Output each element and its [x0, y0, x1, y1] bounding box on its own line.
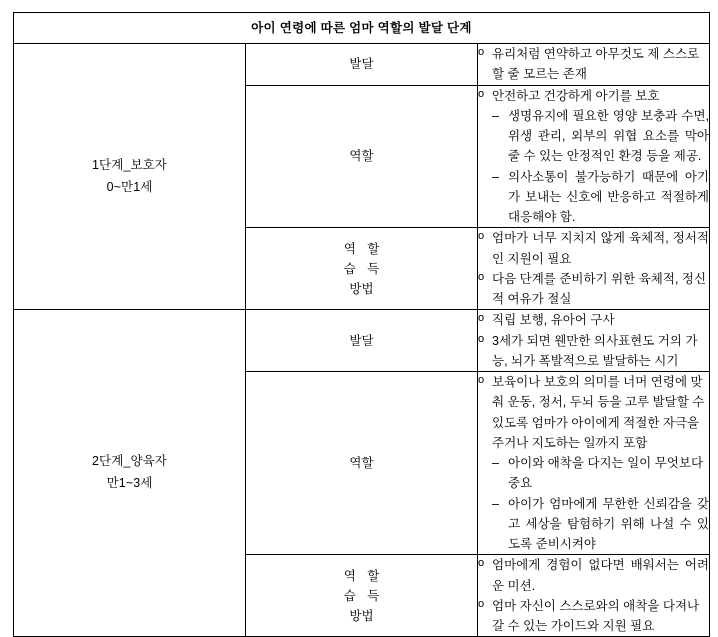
- content-cell: [478, 228, 710, 310]
- category-label-line: 발달: [349, 57, 374, 72]
- bullet-list: [478, 555, 709, 636]
- list-item: o 엄마 자신이 스스로와의 애착을 다져나갈 수 있는 가이드와 지원 필요: [478, 596, 709, 637]
- category-label-line: 역할: [349, 456, 374, 471]
- stage-label-line-2: 0~만1세: [106, 179, 153, 194]
- category-label-line: 역 할: [343, 241, 384, 256]
- table-row: [14, 310, 710, 372]
- list-item: o 안전하고 건강하게 아기를 보호: [478, 86, 709, 106]
- development-stages-table: [13, 12, 710, 637]
- dash-list-item: – 생명유지에 필요한 영양 보충과 수면, 위생 관리, 외부의 위협 요소를 막아줄 수 있는 안정적인 환경 등을 제공.: [492, 106, 709, 167]
- list-item: o 엄마에게 경험이 없다면 배워서는 어려운 미션.: [478, 555, 709, 596]
- bullet-list: [478, 86, 709, 106]
- dash-list-item: – 의사소통이 불가능하기 때문에 아기가 보내는 신호에 반응하고 적절하게 대응해야 함.: [492, 167, 709, 228]
- category-label-cell: [246, 555, 478, 637]
- bullet-list: [478, 310, 709, 371]
- list-item: o 유리처럼 연약하고 아무것도 제 스스로 할 줄 모르는 존재: [478, 44, 709, 85]
- list-item: o 다음 단계를 준비하기 위한 육체적, 정신적 여유가 절실: [478, 269, 709, 310]
- bullet-list: [478, 228, 709, 309]
- list-item: o 3세가 되면 웬만한 의사표현도 거의 가능, 뇌가 폭발적으로 발달하는 시기: [478, 331, 709, 372]
- category-label-line: 습 득: [343, 588, 384, 603]
- category-label-cell: [246, 310, 478, 372]
- table-title-row: [14, 13, 710, 44]
- list-item: o 직립 보행, 유아어 구사: [478, 310, 709, 330]
- stage-label-line-1: 2단계_양육자: [92, 454, 167, 469]
- content-cell: [478, 310, 710, 372]
- category-label-line: 방법: [349, 281, 374, 296]
- dash-list-item: – 아이가 엄마에게 무한한 신뢰감을 갖고 세상을 탐험하기 위해 나설 수 있도록 준비시켜야: [492, 494, 709, 555]
- category-label-line: 습 득: [343, 261, 384, 276]
- category-label-line: 발달: [349, 333, 374, 348]
- list-item: o 보육이나 보호의 의미를 너머 연령에 맞춰 운동, 정서, 두뇌 등을 고루 발달할 수 있도록 엄마가 아이에게 적절한 자극을 주거나 지도하는 일까지 포함: [478, 372, 709, 453]
- dash-list: [478, 106, 709, 228]
- bullet-list: [478, 372, 709, 453]
- stage-label-line-1: 1단계_보호자: [92, 157, 167, 172]
- category-label-cell: [246, 228, 478, 310]
- stage-label-cell-1: [14, 44, 246, 310]
- category-label-line: 역할: [349, 149, 374, 164]
- bullet-list: [478, 44, 709, 85]
- category-label-cell: [246, 372, 478, 555]
- category-label-cell: [246, 85, 478, 228]
- list-item: o 엄마가 너무 지치지 않게 육체적, 정서적인 지원이 필요: [478, 228, 709, 269]
- category-label-line: 역 할: [343, 568, 384, 583]
- dash-list: [478, 453, 709, 554]
- table-title: 아이 연령에 따른 엄마 역할의 발달 단계: [14, 13, 710, 44]
- content-cell: [478, 44, 710, 86]
- content-cell: [478, 372, 710, 555]
- category-label-line: 방법: [349, 608, 374, 623]
- stage-label-cell-2: [14, 310, 246, 637]
- content-cell: [478, 555, 710, 637]
- table-row: [14, 44, 710, 86]
- category-label-cell: [246, 44, 478, 86]
- dash-list-item: – 아이와 애착을 다지는 일이 무엇보다 중요: [492, 453, 709, 494]
- stage-label-line-2: 만1~3세: [106, 476, 153, 491]
- content-cell: [478, 85, 710, 228]
